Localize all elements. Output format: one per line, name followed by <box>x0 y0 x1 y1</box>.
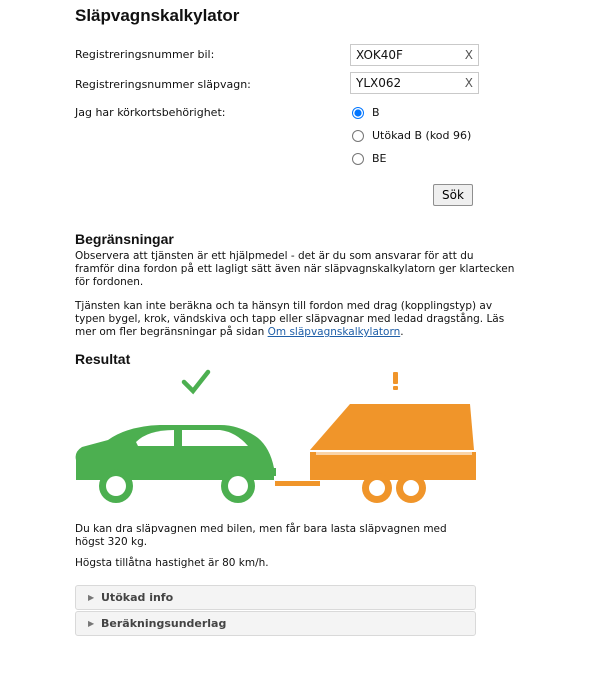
result-illustration <box>70 368 480 508</box>
license-option-be[interactable] <box>352 152 387 165</box>
accordion-calculation-basis-label: Beräkningsunderlag <box>101 617 227 630</box>
exclamation-icon <box>393 372 398 390</box>
license-radio-be[interactable] <box>352 153 364 165</box>
car-reg-input[interactable] <box>356 48 456 62</box>
car-reg-field[interactable] <box>350 44 479 66</box>
trailer-reg-input[interactable] <box>356 76 456 90</box>
check-icon <box>184 372 208 391</box>
result-text-weight: Du kan dra släpvagnen med bilen, men får bara lasta släpvagnen med högst 320 kg. <box>75 523 447 548</box>
license-option-b[interactable] <box>352 106 380 119</box>
about-calculator-link[interactable]: Om släpvagnskalkylatorn <box>267 326 401 338</box>
trailer-reg-clear-icon[interactable]: X <box>464 76 473 90</box>
trailer-reg-label: Registreringsnummer släpvagn: <box>75 78 251 91</box>
license-option-be-label: BE <box>372 152 387 165</box>
license-radio-b[interactable] <box>352 107 364 119</box>
accordion-calculation-basis[interactable] <box>75 611 476 636</box>
car-reg-label: Registreringsnummer bil: <box>75 48 215 61</box>
search-button[interactable]: Sök <box>433 184 473 206</box>
result-text-speed: Högsta tillåtna hastighet är 80 km/h. <box>75 557 269 569</box>
license-option-b-label: B <box>372 106 380 119</box>
license-option-b96-label: Utökad B (kod 96) <box>372 129 472 142</box>
car-reg-clear-icon[interactable]: X <box>464 48 473 62</box>
trailer-icon <box>310 404 476 503</box>
chevron-right-icon: ▶ <box>88 619 95 628</box>
limitations-paragraph-2-text: Tjänsten kan inte beräkna och ta hänsyn till fordon med drag (kopplingstyp) av typen bygel, krok, vändskiva och tapp eller släpvagnar med ledad dragstång. Läs mer om fler begränsningar på sidan <box>75 300 505 338</box>
license-option-b96[interactable] <box>352 129 471 142</box>
trailer-reg-field[interactable] <box>350 72 479 94</box>
license-label: Jag har körkortsbehörighet: <box>75 106 226 119</box>
limitations-paragraph-2-end: . <box>400 326 404 338</box>
result-heading: Resultat <box>75 351 131 367</box>
drawbar <box>275 481 320 486</box>
limitations-heading: Begränsningar <box>75 231 174 247</box>
accordion-extended-info-label: Utökad info <box>101 591 174 604</box>
car-icon <box>76 425 276 503</box>
limitations-paragraph-1: Observera att tjänsten är ett hjälpmedel - det är du som ansvarar för att du framför dina fordon på ett lagligt sätt även när släpvagnskalkylatorn ger klartecken för fordonen. <box>75 250 515 288</box>
limitations-paragraph-2 <box>75 300 515 339</box>
license-radio-b96[interactable] <box>352 130 364 142</box>
page-title: Släpvagnskalkylator <box>75 6 240 25</box>
chevron-right-icon: ▶ <box>88 593 95 602</box>
accordion-extended-info[interactable] <box>75 585 476 610</box>
